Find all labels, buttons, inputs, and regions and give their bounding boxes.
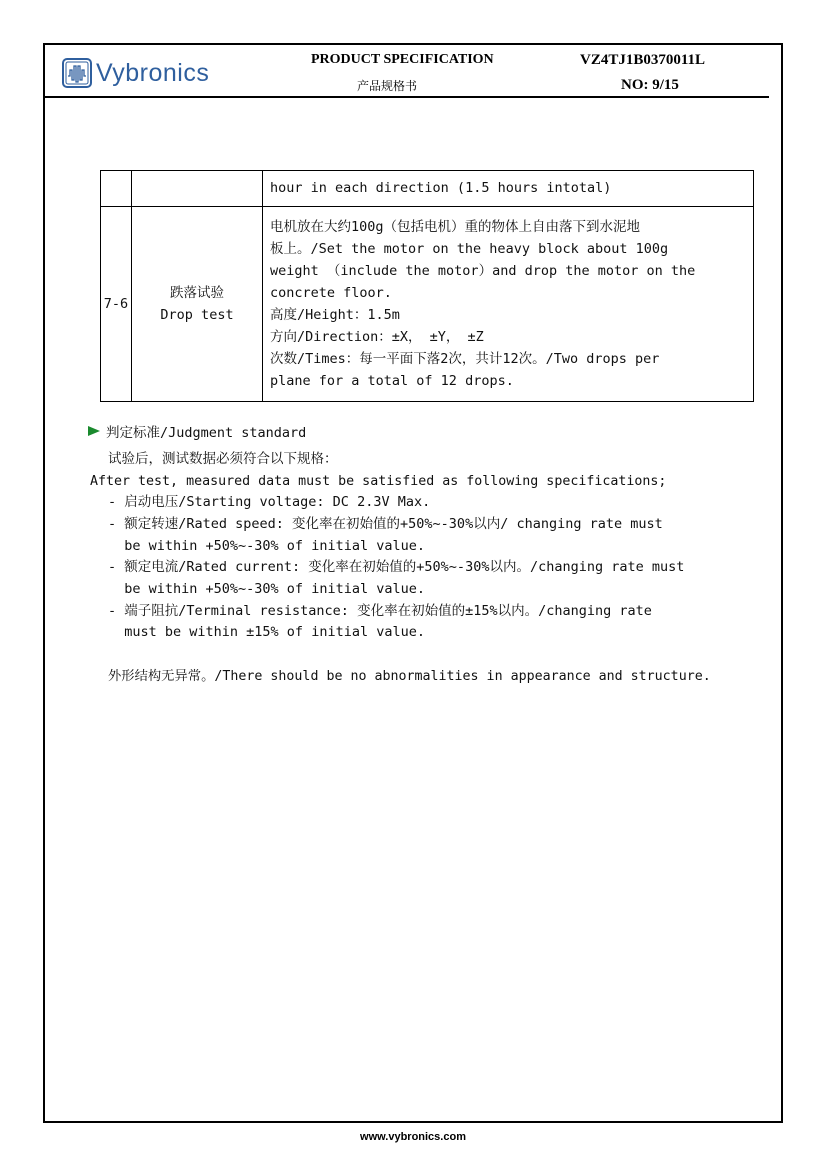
item-name-cn: 跌落试验 (170, 285, 224, 301)
row-item-cell (132, 207, 263, 402)
row-item-cell (132, 171, 263, 207)
judgment-heading (88, 421, 306, 441)
logo-text: Vybronics (96, 58, 210, 87)
appearance-requirement: 外形结构无异常。/There should be no abnormalities in appearance and structure. (108, 669, 711, 684)
row-content-cell: hour in each direction (1.5 hours intotal) (263, 171, 754, 207)
content-line: 方向/Direction：±X， ±Y， ±Z (270, 328, 484, 345)
content-line: 电机放在大约100g（包括电机）重的物体上自由落下到水泥地 (270, 218, 641, 235)
content-line: concrete floor. (270, 284, 392, 301)
spec-line: - 启动电压/Starting voltage: DC 2.3V Max. (108, 494, 431, 510)
content-line: 次数/Times：每一平面下落2次，共计12次。/Two drops per (270, 350, 660, 367)
company-logo (62, 57, 209, 89)
content-line: 板上。/Set the motor on the heavy block about 100g (270, 240, 669, 257)
doc-number: VZ4TJ1B0370011L (580, 52, 706, 68)
table-row (101, 207, 754, 402)
header-divider (43, 96, 769, 98)
vybronics-logo-icon (62, 58, 92, 88)
content-line: plane for a total of 12 drops. (270, 372, 514, 389)
arrow-bullet-icon (88, 426, 100, 436)
row-content-cell (263, 207, 754, 402)
doc-title-cn: 产品规格书 (357, 79, 418, 93)
spec-line: be within +50%~-30% of initial value. (108, 538, 425, 554)
spec-line: - 额定电流/Rated current: 变化率在初始值的+50%~-30%以内。/changing rate must (108, 559, 685, 575)
row-number-cell (101, 171, 132, 207)
row-number-cell: 7-6 (101, 207, 132, 402)
spec-line: - 端子阻抗/Terminal resistance: 变化率在初始值的±15%以内。/changing rate (108, 603, 652, 619)
doc-title-en: PRODUCT SPECIFICATION (311, 52, 494, 67)
spec-line: must be within ±15% of initial value. (108, 624, 425, 640)
test-spec-table (100, 170, 754, 402)
spec-line: - 额定转速/Rated speed: 变化率在初始值的+50%~-30%以内/ changing rate must (108, 516, 663, 532)
judgment-heading-text: 判定标准/Judgment standard (106, 425, 307, 441)
table-row (101, 171, 754, 207)
page-number: NO: 9/15 (621, 77, 679, 93)
content-line: weight （include the motor）and drop the motor on the (270, 262, 696, 279)
footer-url: www.vybronics.com (360, 1131, 466, 1143)
spec-line: be within +50%~-30% of initial value. (108, 581, 425, 597)
judgment-intro-en: After test, measured data must be satisfied as following specifications; (90, 474, 667, 489)
judgment-intro-cn: 试验后，测试数据必须符合以下规格： (108, 451, 338, 467)
content-line: 高度/Height：1.5m (270, 306, 400, 323)
item-name-en: Drop test (160, 307, 234, 323)
